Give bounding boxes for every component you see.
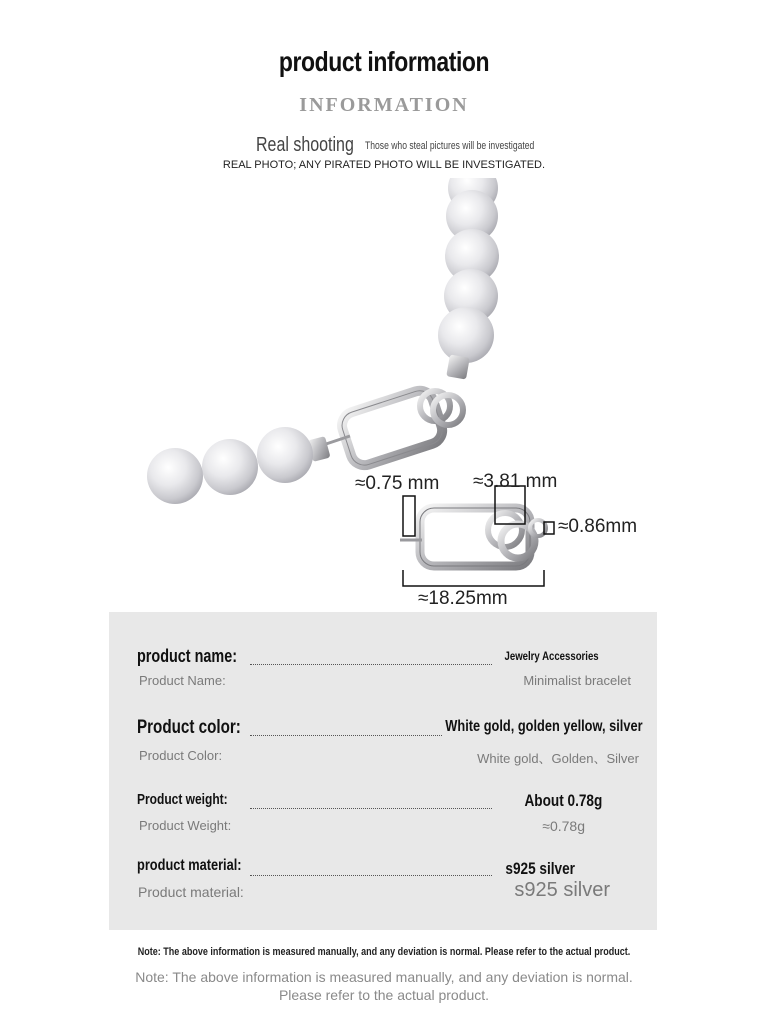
note-bold: Note: The above information is measured manually, and any deviation is normal. Please refer to the actual product. <box>137 946 631 958</box>
spec-weight-value: About 0.78g <box>524 791 602 810</box>
spec-name-value: Jewelry Accessories <box>504 649 599 663</box>
spec-material-value: s925 silver <box>505 859 575 878</box>
note-line-1: Note: The above information is measured manually, and any deviation is normal. <box>135 969 633 985</box>
page-subtitle: INFORMATION <box>299 94 469 116</box>
real-photo-notice: REAL PHOTO; ANY PIRATED PHOTO WILL BE INVESTIGATED. <box>222 159 546 171</box>
product-photo <box>130 178 690 618</box>
spec-weight-label: Product weight: <box>137 791 228 808</box>
dotted-leader <box>250 875 492 876</box>
spec-name-subvalue: Minimalist bracelet <box>523 673 631 688</box>
spec-color-sublabel: Product Color: <box>139 748 223 763</box>
dimension-wire: ≈0.75 mm <box>355 473 440 494</box>
page-title: product information <box>278 46 490 77</box>
pearl-bracelet-illustration <box>130 178 690 618</box>
spec-name-sublabel: Product Name: <box>139 673 226 688</box>
specs-panel <box>109 612 657 930</box>
spec-weight-subvalue: ≈0.78g <box>542 818 585 834</box>
dimension-length: ≈18.25mm <box>418 588 508 609</box>
spec-material-sublabel: Product material: <box>138 884 244 900</box>
spec-material-subvalue: s925 silver <box>514 879 610 901</box>
spec-material-label: product material: <box>137 857 242 874</box>
spec-color-label: Product color: <box>137 717 241 738</box>
steal-notice: Those who steal pictures will be investigated <box>365 140 535 152</box>
spec-weight-sublabel: Product Weight: <box>139 818 232 833</box>
spec-color-subvalue: White gold、Golden、Silver <box>477 751 639 766</box>
dotted-leader <box>250 808 492 809</box>
dotted-leader <box>250 735 442 736</box>
dimension-loop: ≈0.86mm <box>558 516 638 537</box>
spec-name-label: product name: <box>137 646 238 666</box>
real-shooting-label: Real shooting <box>256 134 354 156</box>
note-line-2: Please refer to the actual product. <box>278 987 490 1003</box>
clasp-detail <box>400 508 546 566</box>
dimension-ring: ≈3.81 mm <box>473 471 558 492</box>
note-regular <box>0 968 768 1004</box>
dotted-leader <box>250 664 492 665</box>
spec-color-value: White gold, golden yellow, silver <box>445 718 643 735</box>
